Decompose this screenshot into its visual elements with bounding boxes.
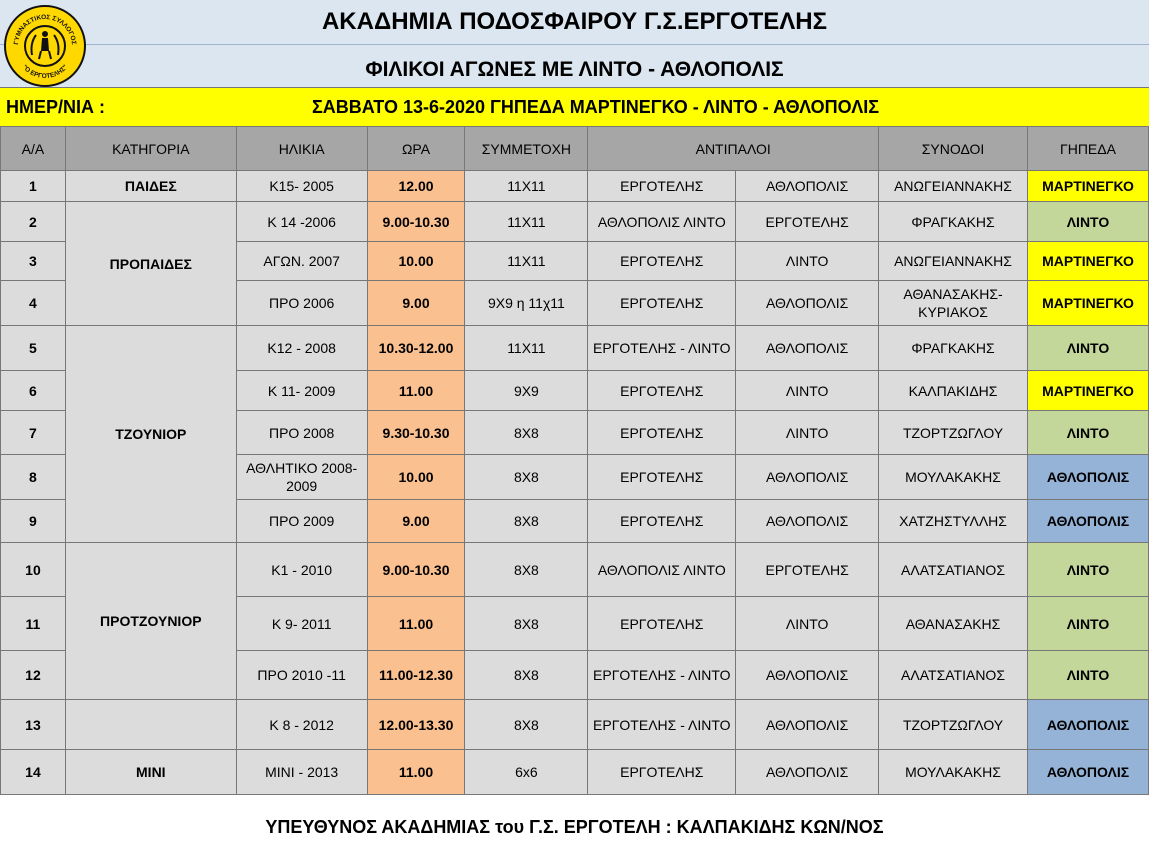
team2-cell: ΛΙΝΤΟ: [736, 371, 879, 411]
col-header-category: ΚΑΤΗΓΟΡΙΑ: [65, 127, 236, 171]
time-cell: 10.30-12.00: [367, 326, 465, 371]
row-number: 8: [1, 455, 66, 500]
row-number: 3: [1, 242, 66, 281]
age-cell: Κ 8 - 2012: [236, 700, 367, 750]
field-cell: ΑΘΛΟΠΟΛΙΣ: [1027, 455, 1148, 500]
team2-cell: ΑΘΛΟΠΟΛΙΣ: [736, 750, 879, 795]
category-cell: ΤΖΟΥΝΙΟΡ: [65, 326, 236, 543]
row-number: 7: [1, 411, 66, 455]
row-number: 1: [1, 171, 66, 202]
format-cell: 9Χ9 η 11χ11: [465, 281, 588, 326]
team2-cell: ΑΘΛΟΠΟΛΙΣ: [736, 500, 879, 543]
row-number: 14: [1, 750, 66, 795]
age-cell: Κ12 - 2008: [236, 326, 367, 371]
col-header-age: ΗΛΙΚΙΑ: [236, 127, 367, 171]
age-cell: Κ 11- 2009: [236, 371, 367, 411]
team1-cell: ΕΡΓΟΤΕΛΗΣ: [588, 597, 736, 651]
table-row: [1, 543, 1149, 597]
escort-cell: ΤΖΟΡΤΖΩΓΛΟΥ: [879, 411, 1028, 455]
row-number: 13: [1, 700, 66, 750]
team1-cell: ΕΡΓΟΤΕΛΗΣ - ΛΙΝΤΟ: [588, 700, 736, 750]
escort-cell: ΑΛΑΤΣΑΤΙΑΝΟΣ: [879, 651, 1028, 700]
table-header-row: [1, 127, 1149, 171]
page-title: ΑΚΑΔΗΜΙΑ ΠΟΔΟΣΦΑΙΡΟΥ Γ.Σ.ΕΡΓΟΤΕΛΗΣ: [0, 0, 1149, 45]
format-cell: 8Χ8: [465, 500, 588, 543]
field-cell: ΑΘΛΟΠΟΛΙΣ: [1027, 500, 1148, 543]
age-cell: Κ 14 -2006: [236, 202, 367, 242]
page-subtitle: ΦΙΛΙΚΟΙ ΑΓΩΝΕΣ ΜΕ ΛΙΝΤΟ - ΑΘΛΟΠΟΛΙΣ: [0, 45, 1149, 87]
category-cell: ΜΙΝΙ: [65, 750, 236, 795]
table-row: [1, 326, 1149, 371]
table-row: [1, 750, 1149, 795]
field-cell: ΜΑΡΤΙΝΕΓΚΟ: [1027, 171, 1148, 202]
team1-cell: ΕΡΓΟΤΕΛΗΣ - ΛΙΝΤΟ: [588, 651, 736, 700]
row-number: 2: [1, 202, 66, 242]
team2-cell: ΑΘΛΟΠΟΛΙΣ: [736, 455, 879, 500]
age-cell: ΠΡΟ 2008: [236, 411, 367, 455]
time-cell: 10.00: [367, 455, 465, 500]
format-cell: 8Χ8: [465, 455, 588, 500]
team2-cell: ΑΘΛΟΠΟΛΙΣ: [736, 281, 879, 326]
escort-cell: ΑΝΩΓΕΙΑΝΝΑΚΗΣ: [879, 171, 1028, 202]
date-row: [0, 87, 1149, 127]
age-cell: ΜΙΝΙ - 2013: [236, 750, 367, 795]
format-cell: 11Χ11: [465, 171, 588, 202]
time-cell: 9.00: [367, 281, 465, 326]
table-row: [1, 202, 1149, 242]
format-cell: 11Χ11: [465, 326, 588, 371]
format-cell: 8Χ8: [465, 700, 588, 750]
category-cell: [65, 700, 236, 750]
format-cell: 8Χ8: [465, 543, 588, 597]
field-cell: ΛΙΝΤΟ: [1027, 543, 1148, 597]
age-cell: Κ 9- 2011: [236, 597, 367, 651]
team1-cell: ΕΡΓΟΤΕΛΗΣ: [588, 500, 736, 543]
team1-cell: ΕΡΓΟΤΕΛΗΣ: [588, 455, 736, 500]
time-cell: 12.00: [367, 171, 465, 202]
table-row: [1, 171, 1149, 202]
table-row: [1, 700, 1149, 750]
field-cell: ΜΑΡΤΙΝΕΓΚΟ: [1027, 371, 1148, 411]
escort-cell: ΦΡΑΓΚΑΚΗΣ: [879, 326, 1028, 371]
escort-cell: ΤΖΟΡΤΖΩΓΛΟΥ: [879, 700, 1028, 750]
age-cell: ΑΓΩΝ. 2007: [236, 242, 367, 281]
col-header-time: ΩΡΑ: [367, 127, 465, 171]
team2-cell: ΑΘΛΟΠΟΛΙΣ: [736, 326, 879, 371]
field-cell: ΛΙΝΤΟ: [1027, 597, 1148, 651]
escort-cell: ΑΛΑΤΣΑΤΙΑΝΟΣ: [879, 543, 1028, 597]
row-number: 4: [1, 281, 66, 326]
escort-cell: ΧΑΤΖΗΣΤΥΛΛΗΣ: [879, 500, 1028, 543]
time-cell: 11.00: [367, 597, 465, 651]
format-cell: 11Χ11: [465, 242, 588, 281]
time-cell: 11.00-12.30: [367, 651, 465, 700]
logo-text-bottom: "Ο ΕΡΓΟΤΕΛΗΣ": [20, 63, 70, 81]
age-cell: ΠΡΟ 2009: [236, 500, 367, 543]
time-cell: 11.00: [367, 371, 465, 411]
escort-cell: ΑΘΑΝΑΣΑΚΗΣ: [879, 597, 1028, 651]
time-cell: 9.00: [367, 500, 465, 543]
escort-cell: ΜΟΥΛΑΚΑΚΗΣ: [879, 455, 1028, 500]
row-number: 9: [1, 500, 66, 543]
team1-cell: ΕΡΓΟΤΕΛΗΣ: [588, 242, 736, 281]
field-cell: ΜΑΡΤΙΝΕΓΚΟ: [1027, 242, 1148, 281]
escort-cell: ΑΝΩΓΕΙΑΝΝΑΚΗΣ: [879, 242, 1028, 281]
date-text: ΣΑΒΒΑΤΟ 13-6-2020 ΓΗΠΕΔΑ ΜΑΡΤΙΝΕΓΚΟ - ΛΙΝΤΟ - ΑΘΛΟΠΟΛΙΣ: [312, 97, 880, 117]
field-cell: ΜΑΡΤΙΝΕΓΚΟ: [1027, 281, 1148, 326]
team2-cell: ΛΙΝΤΟ: [736, 411, 879, 455]
time-cell: 9.00-10.30: [367, 202, 465, 242]
age-cell: ΠΡΟ 2010 -11: [236, 651, 367, 700]
team1-cell: ΑΘΛΟΠΟΛΙΣ ΛΙΝΤΟ: [588, 202, 736, 242]
age-cell: Κ1 - 2010: [236, 543, 367, 597]
field-cell: ΑΘΛΟΠΟΛΙΣ: [1027, 700, 1148, 750]
field-cell: ΛΙΝΤΟ: [1027, 326, 1148, 371]
team2-cell: ΛΙΝΤΟ: [736, 242, 879, 281]
team2-cell: ΛΙΝΤΟ: [736, 597, 879, 651]
age-cell: Κ15- 2005: [236, 171, 367, 202]
category-cell: ΠΡΟΤΖΟΥΝΙΟΡ: [65, 543, 236, 700]
team1-cell: ΕΡΓΟΤΕΛΗΣ - ΛΙΝΤΟ: [588, 326, 736, 371]
escort-cell: ΑΘΑΝΑΣΑΚΗΣ- ΚΥΡΙΑΚΟΣ: [879, 281, 1028, 326]
schedule-table: [0, 126, 1149, 795]
format-cell: 8Χ8: [465, 651, 588, 700]
time-cell: 12.00-13.30: [367, 700, 465, 750]
field-cell: ΛΙΝΤΟ: [1027, 411, 1148, 455]
escort-cell: ΜΟΥΛΑΚΑΚΗΣ: [879, 750, 1028, 795]
format-cell: 8Χ8: [465, 411, 588, 455]
format-cell: 9Χ9: [465, 371, 588, 411]
team1-cell: ΕΡΓΟΤΕΛΗΣ: [588, 371, 736, 411]
team1-cell: ΕΡΓΟΤΕΛΗΣ: [588, 171, 736, 202]
footer-responsible: ΥΠΕΥΘΥΝΟΣ ΑΚΑΔΗΜΙΑΣ του Γ.Σ. ΕΡΓΟΤΕΛΗ : ΚΑΛΠΑΚΙΔΗΣ ΚΩΝ/ΝΟΣ: [0, 797, 1149, 857]
row-number: 12: [1, 651, 66, 700]
team1-cell: ΑΘΛΟΠΟΛΙΣ ΛΙΝΤΟ: [588, 543, 736, 597]
team1-cell: ΕΡΓΟΤΕΛΗΣ: [588, 750, 736, 795]
row-number: 5: [1, 326, 66, 371]
team1-cell: ΕΡΓΟΤΕΛΗΣ: [588, 281, 736, 326]
escort-cell: ΦΡΑΓΚΑΚΗΣ: [879, 202, 1028, 242]
category-cell: ΠΡΟΠΑΙΔΕΣ: [65, 202, 236, 326]
club-logo: [4, 5, 86, 87]
team2-cell: ΕΡΓΟΤΕΛΗΣ: [736, 543, 879, 597]
format-cell: 11Χ11: [465, 202, 588, 242]
row-number: 6: [1, 371, 66, 411]
team2-cell: ΑΘΛΟΠΟΛΙΣ: [736, 700, 879, 750]
format-cell: 6x6: [465, 750, 588, 795]
col-header-escorts: ΣΥΝΟΔΟΙ: [879, 127, 1028, 171]
logo-text-top: ΓΥΜΝΑΣΤΙΚΟΣ ΣΥΛΛΟΓΟΣ: [12, 13, 78, 46]
team2-cell: ΑΘΛΟΠΟΛΙΣ: [736, 171, 879, 202]
age-cell: ΑΘΛΗΤΙΚΟ 2008-2009: [236, 455, 367, 500]
date-label: ΗΜΕΡ/ΝΙΑ :: [6, 97, 105, 117]
category-cell: ΠΑΙΔΕΣ: [65, 171, 236, 202]
team2-cell: ΕΡΓΟΤΕΛΗΣ: [736, 202, 879, 242]
col-header-field: ΓΗΠΕΔΑ: [1027, 127, 1148, 171]
time-cell: 9.30-10.30: [367, 411, 465, 455]
row-number: 11: [1, 597, 66, 651]
team1-cell: ΕΡΓΟΤΕΛΗΣ: [588, 411, 736, 455]
format-cell: 8Χ8: [465, 597, 588, 651]
escort-cell: ΚΑΛΠΑΚΙΔΗΣ: [879, 371, 1028, 411]
age-cell: ΠΡΟ 2006: [236, 281, 367, 326]
time-cell: 11.00: [367, 750, 465, 795]
row-number: 10: [1, 543, 66, 597]
col-header-no: Α/Α: [1, 127, 66, 171]
field-cell: ΑΘΛΟΠΟΛΙΣ: [1027, 750, 1148, 795]
col-header-opponents: ΑΝΤΙΠΑΛΟΙ: [588, 127, 879, 171]
field-cell: ΛΙΝΤΟ: [1027, 202, 1148, 242]
time-cell: 10.00: [367, 242, 465, 281]
team2-cell: ΑΘΛΟΠΟΛΙΣ: [736, 651, 879, 700]
time-cell: 9.00-10.30: [367, 543, 465, 597]
col-header-format: ΣΥΜΜΕΤΟΧΗ: [465, 127, 588, 171]
field-cell: ΛΙΝΤΟ: [1027, 651, 1148, 700]
